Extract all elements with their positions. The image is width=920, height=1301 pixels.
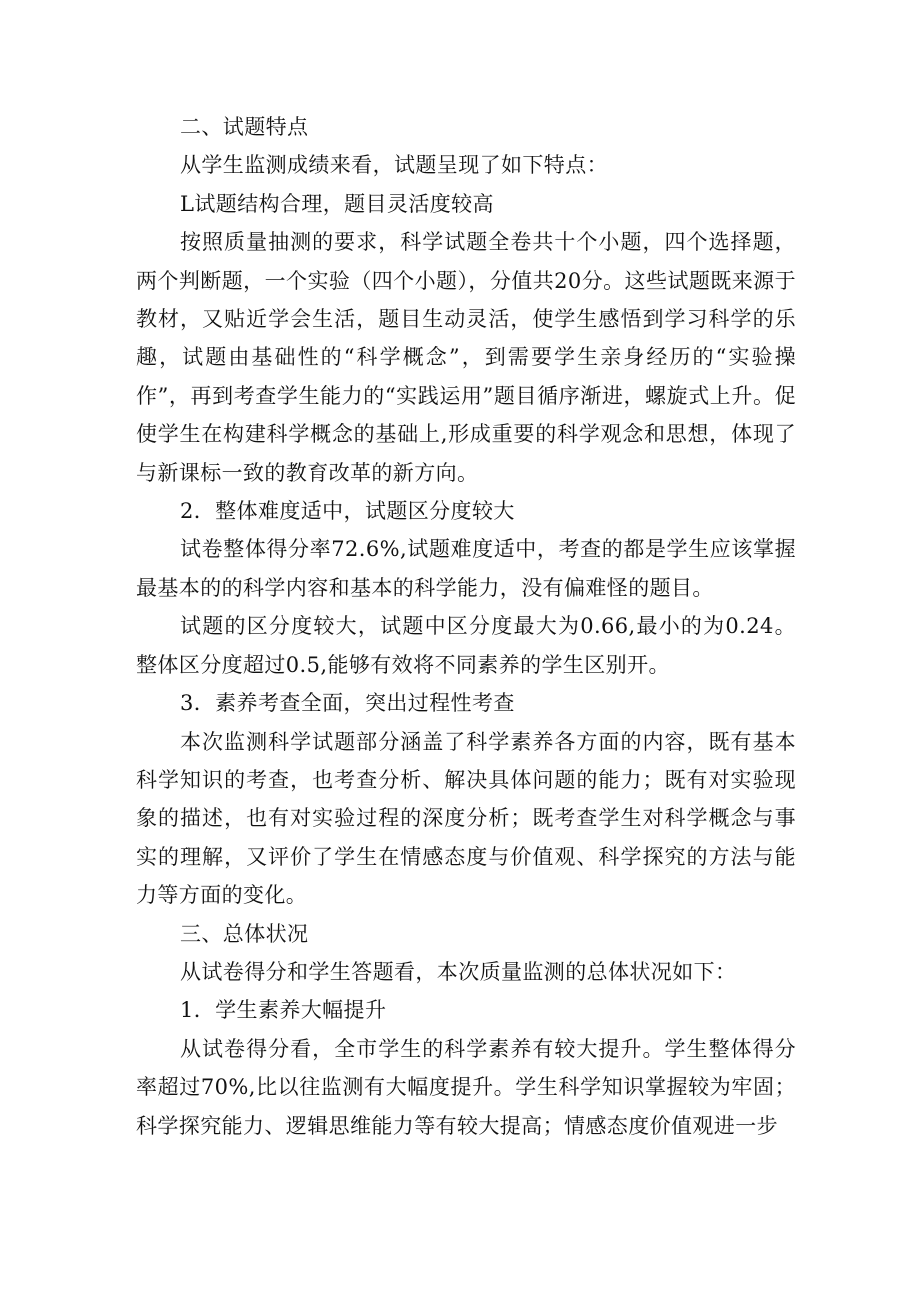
subpoint-1-paragraph: 从试卷得分看，全市学生的科学素养有较大提升。学生整体得分率超过70%,比以往监测有大幅度提升。学生科学知识掌握较为牢固；科学探究能力、逻辑思维能力等有较大提高；情感态度价值观进一步 [136, 1036, 796, 1138]
point-1-paragraph: 按照质量抽测的要求，科学试题全卷共十个小题，四个选择题，两个判断题，一个实验（四个小题），分值共20分。这些试题既来源于教材，又贴近学会生活，题目生动灵活，使学生感悟到学习科学的乐趣，试题由基础性的“科学概念”，到需要学生亲身经历的“实验操作”，再到考查学生能力的“实践运用”题目循序渐进，螺旋式上升。促使学生在构建科学概念的基础上,形成重要的科学观念和思想，体现了与新课标一致的教育改革的新方向。 [136, 230, 796, 485]
section-heading-overall-status: 三、总体状况 [180, 921, 309, 946]
point-3-paragraph: 本次监测科学试题部分涵盖了科学素养各方面的内容，既有基本科学知识的考查，也考查分析、解决具体问题的能力；既有对实验现象的描述，也有对实验过程的深度分析；既考查学生对科学概念与事实的理解，又评价了学生在情感态度与价值观、科学探究的方法与能力等方面的变化。 [136, 729, 796, 908]
section-3-intro-paragraph: 从试卷得分和学生答题看，本次质量监测的总体状况如下： [180, 959, 737, 984]
point-2-paragraph-discrimination: 试题的区分度较大，试题中区分度最大为0.66,最小的为0.24。整体区分度超过0.5,能够有效将不同素养的学生区别开。 [136, 614, 796, 677]
point-2-paragraph-score: 试卷整体得分率72.6%,试题难度适中，考查的都是学生应该掌握最基本的的科学内容和基本的科学能力，没有偏难怪的题目。 [136, 537, 796, 600]
section-intro-paragraph: 从学生监测成绩来看，试题呈现了如下特点： [180, 153, 608, 178]
section-heading-test-features: 二、试题特点 [180, 115, 309, 139]
point-1-heading: L试题结构合理，题目灵活度较高 [180, 191, 494, 216]
document-body [136, 108, 796, 1145]
point-3-heading: 3．素养考查全面，突出过程性考查 [180, 691, 515, 716]
point-2-heading: 2．整体难度适中，试题区分度较大 [180, 499, 515, 524]
subpoint-1-heading: 1．学生素养大幅提升 [180, 998, 387, 1023]
